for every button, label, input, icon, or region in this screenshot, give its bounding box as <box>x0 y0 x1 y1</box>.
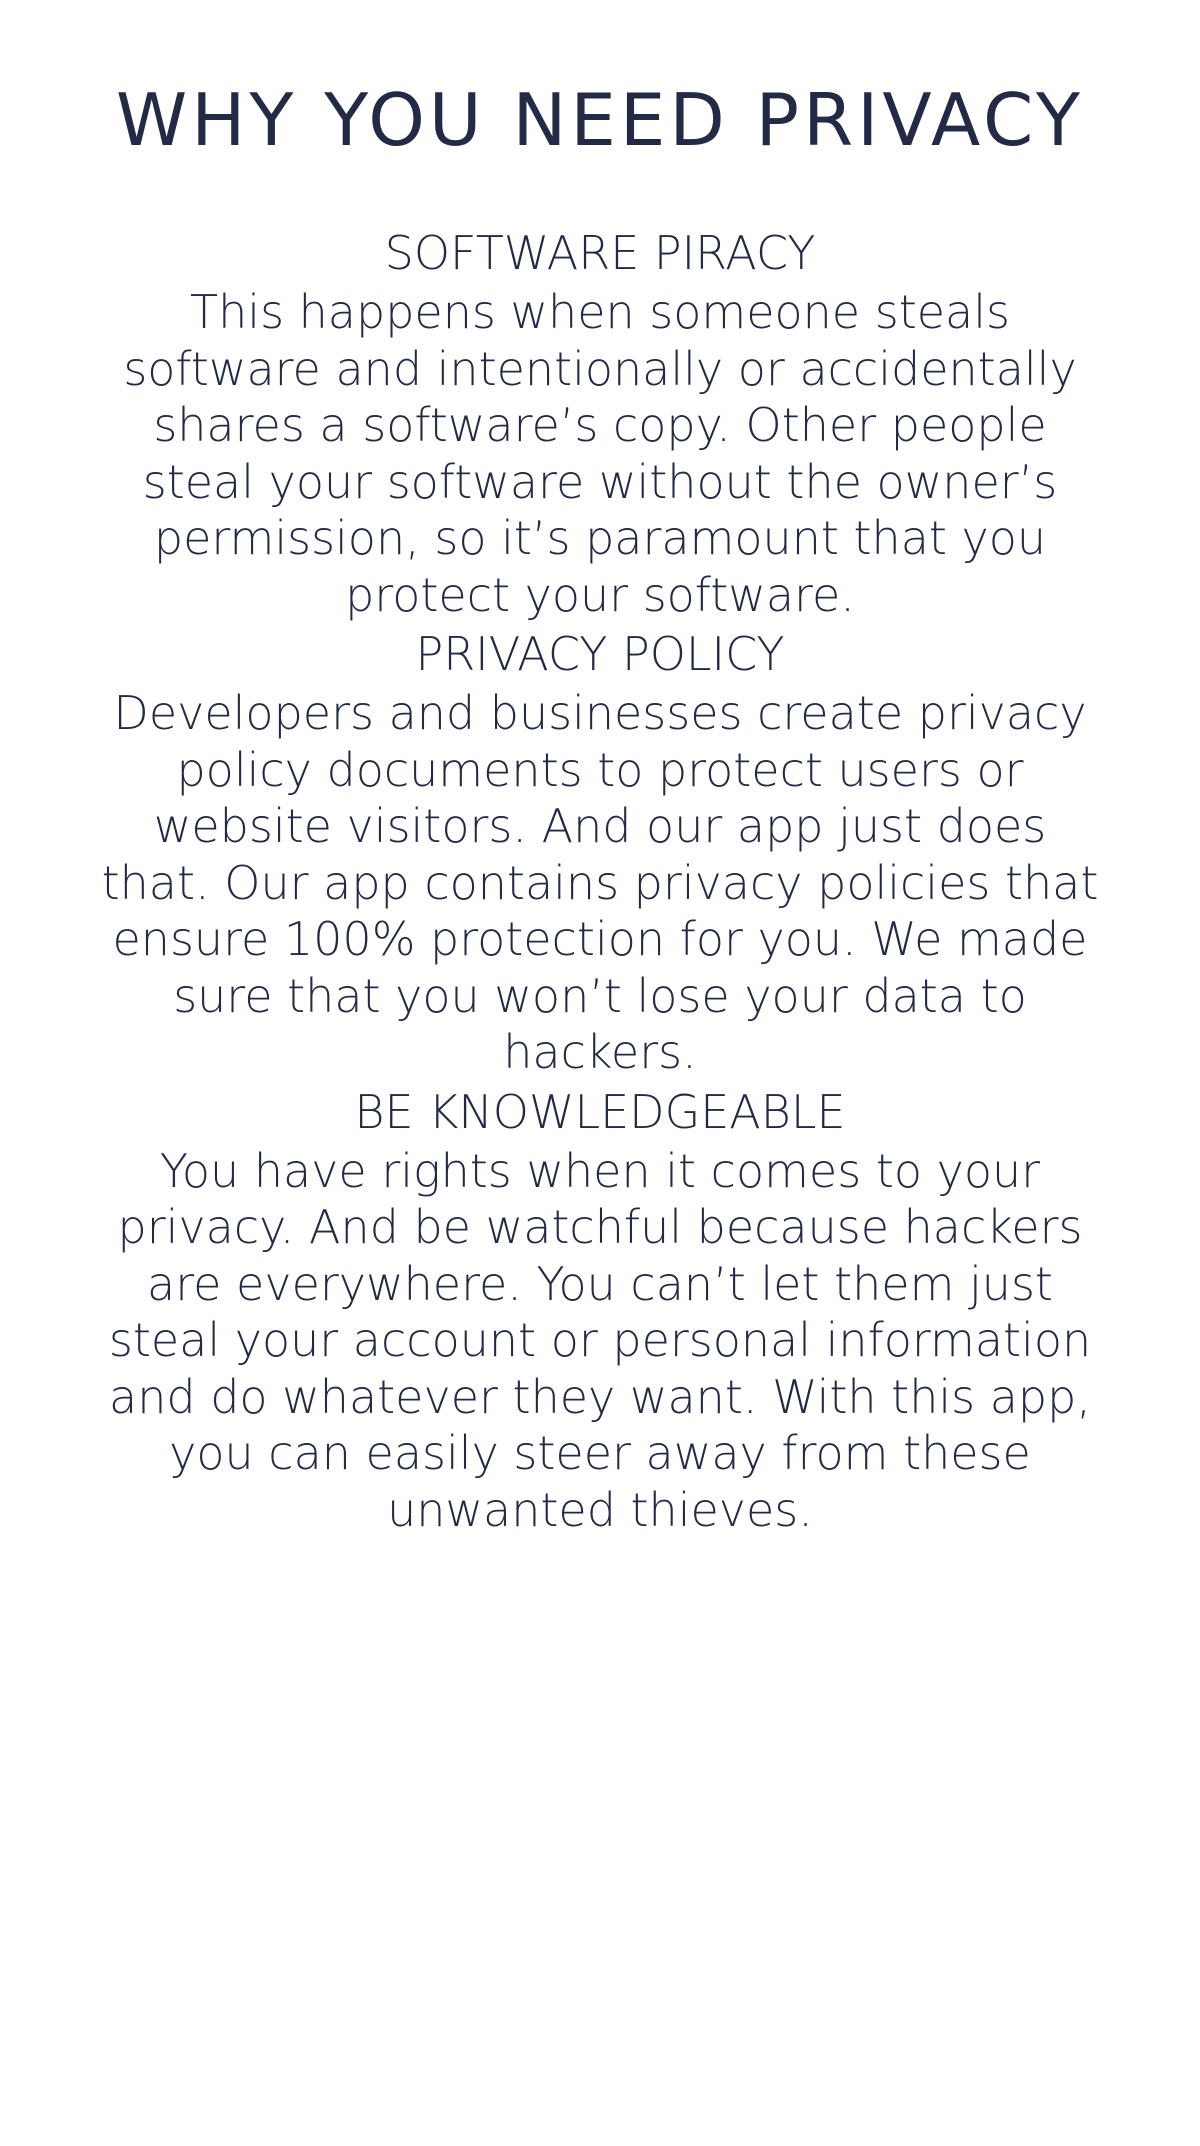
section-be-knowledgeable <box>100 1081 1100 1539</box>
section-body: This happens when someone steals software and intentionally or accidentally shares a software’s copy. Other people steal your software without the owner’s permission, so it’s paramount that you protect your software. <box>123 285 1077 622</box>
section-software-piracy <box>100 222 1100 623</box>
section-body: You have rights when it comes to your privacy. And be watchful because hackers are everywhere. You can’t let them just steal your account or personal information and do whatever they want. With this app, you can easily steer away from these unwanted thieves. <box>108 1143 1092 1537</box>
section-heading: SOFTWARE PIRACY <box>384 226 816 280</box>
section-privacy-policy <box>100 623 1100 1081</box>
page-title: WHY YOU NEED PRIVACY <box>116 78 1084 162</box>
section-heading: BE KNOWLEDGEABLE <box>354 1084 846 1139</box>
section-body: Developers and businesses create privacy policy documents to protect users or website visitors. And our app just does that. Our app contains privacy policies that ensure 100% protection for you. We made sure that you won’t lose your data to hackers. <box>101 686 1099 1079</box>
content <box>100 222 1100 1538</box>
section-heading: PRIVACY POLICY <box>415 627 785 681</box>
